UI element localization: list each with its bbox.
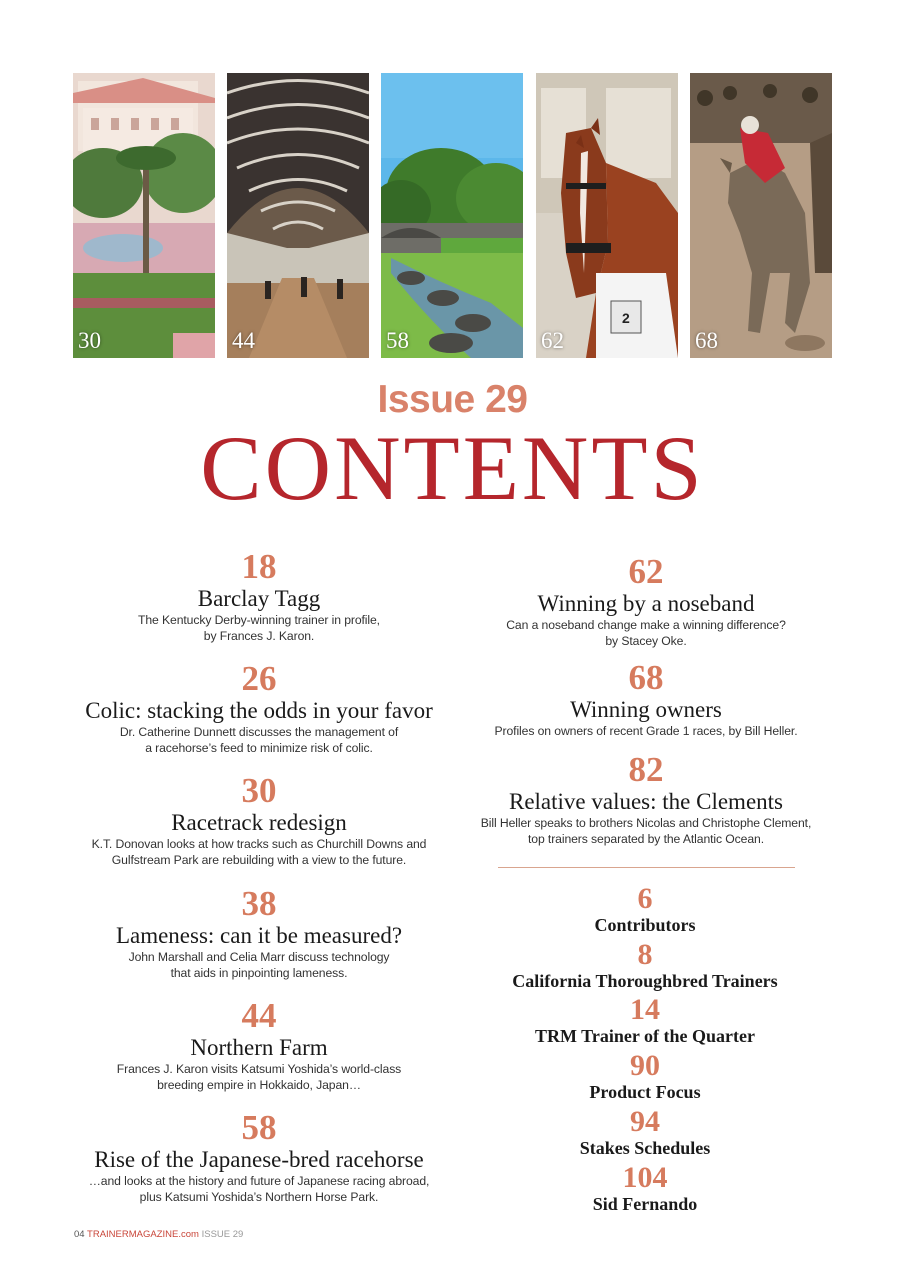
photo-resort-courtyard [73,73,215,358]
regular-page-number: 8 [637,938,653,971]
article-description: breeding empire in Hokkaido, Japan… [157,1078,361,1092]
regular-entry[interactable] [480,940,810,992]
regular-title: Product Focus [589,1082,701,1102]
article-entry[interactable] [462,660,830,739]
photo-page-number: 68 [695,328,718,353]
photo-page-number: 30 [78,328,101,353]
article-page-number: 38 [241,884,277,923]
article-description: by Frances J. Karon. [203,629,315,643]
footer-issue: ISSUE 29 [201,1229,244,1240]
page-footer [74,1229,243,1240]
regular-title: Stakes Schedules [579,1138,711,1158]
article-description: top trainers separated by the Atlantic Ocean. [527,832,764,846]
regular-entry[interactable] [480,884,810,936]
regular-page-number: 90 [630,1049,660,1082]
article-page-number: 26 [241,659,277,698]
article-entry[interactable] [70,661,448,756]
article-description: plus Katsumi Yoshida’s Northern Horse Park. [139,1190,379,1204]
article-description: The Kentucky Derby-winning trainer in profile, [138,613,380,627]
regular-entry[interactable] [480,995,810,1047]
article-entry[interactable] [70,998,448,1093]
article-page-number: 58 [241,1108,277,1147]
regular-page-number: 94 [630,1105,660,1138]
photo-jockey-racing [690,73,832,358]
article-description: by Stacey Oke. [605,634,687,648]
article-description: John Marshall and Celia Marr discuss technology [128,950,390,964]
article-entry[interactable] [70,549,448,644]
covered-track-image [227,73,369,358]
article-page-number: 30 [241,771,277,810]
regular-entry[interactable] [480,1163,810,1215]
article-description: Dr. Catherine Dunnett discusses the management of [119,725,399,739]
article-title: Winning owners [570,697,722,722]
photo-page-number: 62 [541,328,564,353]
article-title: Lameness: can it be measured? [115,923,403,948]
resort-courtyard-image [73,73,215,358]
article-title: Relative values: the Clements [508,789,783,814]
jockey-racing-image [690,73,832,358]
photo-page-number: 44 [232,328,255,353]
article-description: …and looks at the history and future of Japanese racing abroad, [88,1174,430,1188]
regular-title: TRM Trainer of the Quarter [535,1026,755,1046]
regular-title: Sid Fernando [592,1194,698,1214]
regular-page-number: 104 [622,1161,668,1194]
article-page-number: 68 [628,658,664,697]
regular-page-number: 6 [637,882,653,915]
regular-entry[interactable] [480,1107,810,1159]
pond-bridge-image [381,73,523,358]
svg-text:2: 2 [622,310,630,326]
article-title: Winning by a noseband [537,591,755,616]
article-page-number: 62 [628,552,664,591]
section-divider [498,867,795,868]
page-title: CONTENTS [200,417,705,519]
article-description: Frances J. Karon visits Katsumi Yoshida’s world-class [116,1062,402,1076]
regular-entry[interactable] [480,1051,810,1103]
article-entry[interactable] [462,752,830,847]
article-title: Barclay Tagg [197,586,321,611]
chestnut-horse-image [536,73,678,358]
article-title: Northern Farm [190,1035,328,1060]
article-entry[interactable] [70,773,448,868]
article-title: Rise of the Japanese-bred racehorse [94,1147,424,1172]
article-entry[interactable] [70,1110,448,1205]
article-description: K.T. Donovan looks at how tracks such as Churchill Downs and [91,837,427,851]
footer-site-link[interactable]: TRAINERMAGAZINE.com [87,1229,199,1240]
footer-page-number: 04 [74,1229,85,1240]
article-page-number: 82 [628,750,664,789]
article-description: Profiles on owners of recent Grade 1 races, by Bill Heller. [494,724,798,738]
regular-title: California Thoroughbred Trainers [512,971,778,991]
article-description: Can a noseband change make a winning difference? [506,618,786,632]
regular-page-number: 14 [630,993,660,1026]
photo-covered-track [227,73,369,358]
article-description: a racehorse’s feed to minimize risk of colic. [145,741,373,755]
article-description: Bill Heller speaks to brothers Nicolas and Christophe Clement, [480,816,812,830]
issue-label: Issue 29 [377,378,528,421]
photo-page-number: 58 [386,328,409,353]
article-page-number: 18 [241,547,277,586]
article-title: Colic: stacking the odds in your favor [85,698,433,723]
photo-chestnut-horse [536,73,678,358]
article-title: Racetrack redesign [171,810,347,835]
article-description: Gulfstream Park are rebuilding with a view to the future. [111,853,407,867]
article-description: that aids in pinpointing lameness. [170,966,348,980]
article-entry[interactable] [462,554,830,649]
photo-pond-bridge [381,73,523,358]
article-page-number: 44 [241,996,277,1035]
article-entry[interactable] [70,886,448,981]
regular-title: Contributors [594,915,696,935]
